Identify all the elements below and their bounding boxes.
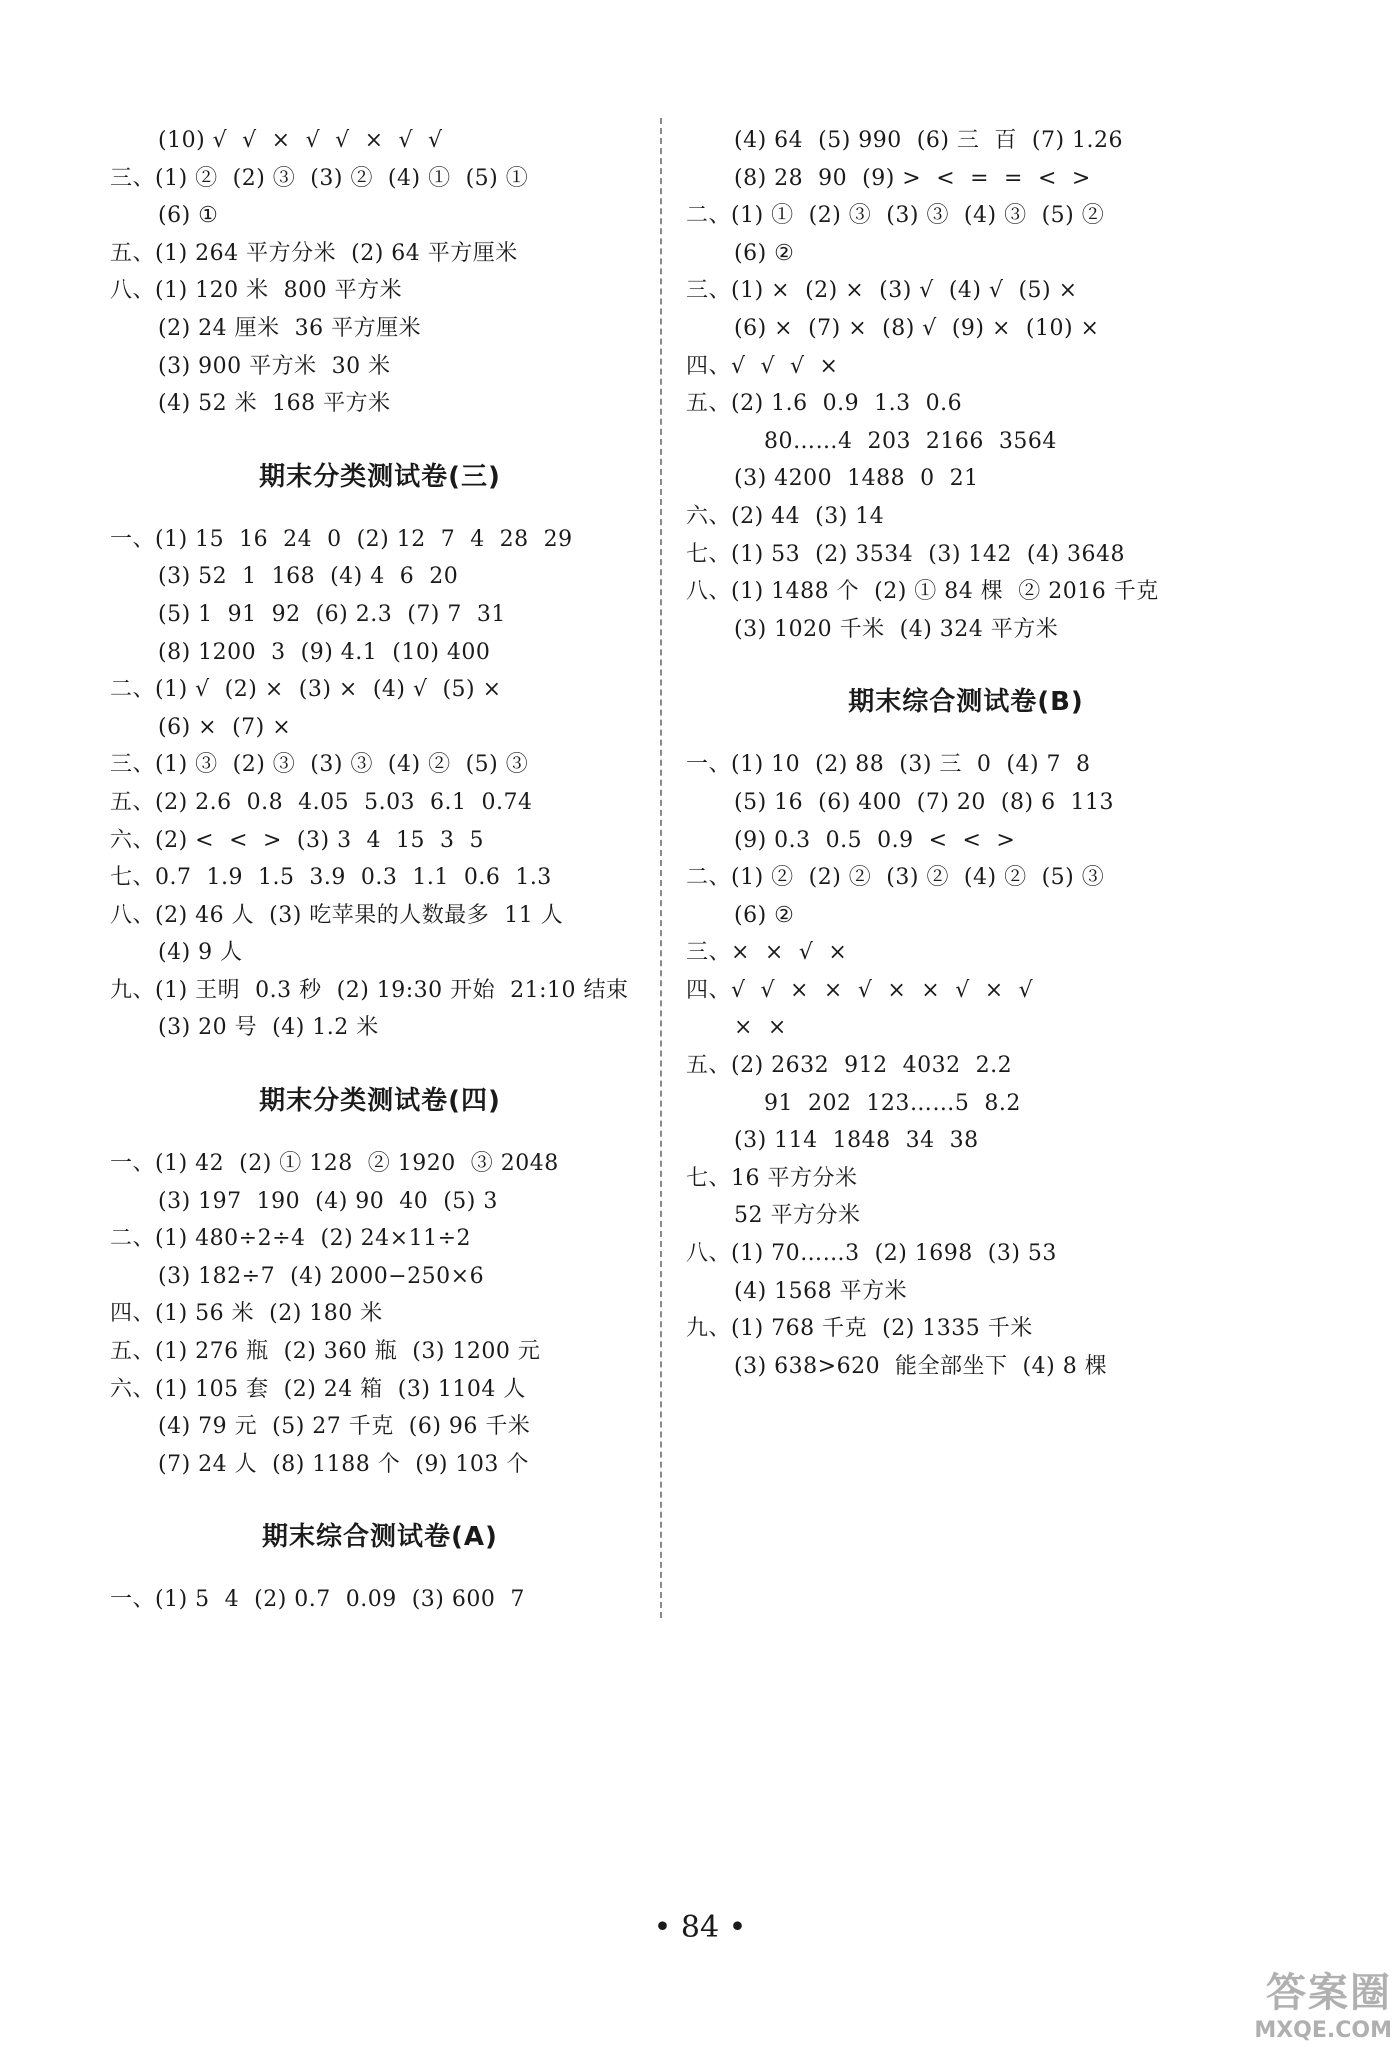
answer-line: 四、√ √ × × √ × × √ × √: [686, 977, 1034, 1003]
answer-line: (5) 1 91 92 (6) 2.3 (7) 7 31: [158, 601, 506, 627]
answer-line: (4) 52 米 168 平方米: [158, 391, 391, 417]
answer-line: 二、(1) √ (2) × (3) × (4) √ (5) ×: [110, 677, 502, 703]
answer-block: [110, 1581, 650, 1619]
answer-line: 四、√ √ √ ×: [686, 353, 839, 379]
answer-line: 九、(1) 768 千克 (2) 1335 千米: [686, 1316, 1033, 1342]
answer-line: (8) 1200 3 (9) 4.1 (10) 400: [158, 639, 491, 665]
answer-line: 八、(1) 1488 个 (2) ① 84 棵 ② 2016 千克: [686, 579, 1159, 605]
watermark: [1254, 1961, 1392, 2043]
answer-line: 八、(2) 46 人 (3) 吃苹果的人数最多 11 人: [110, 902, 564, 928]
answer-line: 三、(1) × (2) × (3) √ (4) √ (5) ×: [686, 278, 1078, 304]
answer-line: (3) 638>620 能全部坐下 (4) 8 棵: [734, 1353, 1108, 1379]
answer-line: (4) 64 (5) 990 (6) 三 百 (7) 1.26: [734, 128, 1124, 153]
answer-line: 五、(2) 2.6 0.8 4.05 5.03 6.1 0.74: [110, 789, 533, 815]
answer-line: (3) 900 平方米 30 米: [158, 353, 391, 379]
answer-line: 六、(2) 44 (3) 14: [686, 503, 885, 529]
answer-line: (4) 1568 平方米: [734, 1278, 908, 1304]
section-heading: 期末分类测试卷(四): [259, 1086, 501, 1117]
answer-line: 52 平方分米: [734, 1203, 861, 1229]
answer-line: (3) 197 190 (4) 90 40 (5) 3: [158, 1188, 498, 1214]
answer-line: (6) ②: [734, 240, 795, 266]
answer-line: (6) × (7) ×: [158, 714, 292, 740]
answer-line: 五、(1) 276 瓶 (2) 360 瓶 (3) 1200 元: [110, 1339, 541, 1365]
answer-line: 二、(1) ② (2) ② (3) ② (4) ② (5) ③: [686, 865, 1105, 891]
watermark-url: MXQE.COM: [1254, 2018, 1392, 2043]
answer-line: (4) 79 元 (5) 27 千克 (6) 96 千米: [158, 1414, 531, 1440]
watermark-logo: 答案圈: [1266, 1970, 1392, 2016]
page-number: • 84 •: [653, 1910, 747, 1945]
answer-line: (2) 24 厘米 36 平方厘米: [158, 315, 422, 341]
answer-line: 一、(1) 5 4 (2) 0.7 0.09 (3) 600 7: [110, 1587, 525, 1613]
answer-line: (3) 20 号 (4) 1.2 米: [158, 1015, 379, 1041]
answer-line: × ×: [734, 1015, 787, 1041]
section-heading: 期末综合测试卷(A): [262, 1522, 498, 1553]
answer-line: (3) 114 1848 34 38: [734, 1128, 979, 1154]
answer-line: 91 202 123……5 8.2: [734, 1090, 1021, 1116]
answer-line: (9) 0.3 0.5 0.9 < < >: [734, 827, 1016, 853]
answer-line: 80……4 203 2166 3564: [734, 428, 1057, 454]
answer-line: 八、(1) 70……3 (2) 1698 (3) 53: [686, 1241, 1057, 1267]
left-column: [110, 122, 650, 1619]
answer-block: [110, 521, 650, 1047]
answer-line: (3) 4200 1488 0 21: [734, 466, 979, 492]
section-heading: 期末分类测试卷(三): [259, 461, 501, 492]
answer-line: 六、(1) 105 套 (2) 24 箱 (3) 1104 人: [110, 1376, 526, 1402]
answer-line: 一、(1) 42 (2) ① 128 ② 1920 ③ 2048: [110, 1151, 559, 1177]
answer-line: 五、(2) 2632 912 4032 2.2: [686, 1053, 1013, 1079]
answer-line: (8) 28 90 (9) > < = = < >: [734, 165, 1091, 191]
answer-line: 三、(1) ③ (2) ③ (3) ③ (4) ② (5) ③: [110, 752, 529, 778]
answer-line: 三、(1) ② (2) ③ (3) ② (4) ① (5) ①: [110, 165, 529, 191]
answer-line: (4) 9 人: [158, 940, 243, 966]
answer-line: 三、× × √ ×: [686, 940, 848, 966]
answer-line: 七、0.7 1.9 1.5 3.9 0.3 1.1 0.6 1.3: [110, 865, 552, 891]
answer-line: 五、(2) 1.6 0.9 1.3 0.6: [686, 391, 963, 417]
answer-line: 七、16 平方分米: [686, 1165, 858, 1191]
answer-line: (3) 52 1 168 (4) 4 6 20: [158, 564, 459, 590]
answer-line: (6) × (7) × (8) √ (9) × (10) ×: [734, 315, 1100, 341]
answer-line: 四、(1) 56 米 (2) 180 米: [110, 1301, 383, 1327]
answer-line: 八、(1) 120 米 800 平方米: [110, 278, 403, 304]
answer-block: [110, 122, 650, 423]
answer-line: 五、(1) 264 平方分米 (2) 64 平方厘米: [110, 240, 518, 266]
answer-line: (5) 16 (6) 400 (7) 20 (8) 6 113: [734, 789, 1115, 815]
answer-line: 九、(1) 王明 0.3 秒 (2) 19:30 开始 21:10 结束: [110, 977, 629, 1003]
answer-line: 二、(1) 480÷2÷4 (2) 24×11÷2: [110, 1226, 472, 1252]
answer-line: (7) 24 人 (8) 1188 个 (9) 103 个: [158, 1451, 529, 1477]
answer-line: 一、(1) 10 (2) 88 (3) 三 0 (4) 7 8: [686, 752, 1091, 778]
answer-block: [686, 746, 1246, 1385]
answer-line: (6) ②: [734, 902, 795, 928]
answer-line: (3) 1020 千米 (4) 324 平方米: [734, 616, 1059, 642]
answer-line: 七、(1) 53 (2) 3534 (3) 142 (4) 3648: [686, 541, 1126, 567]
answer-block: [686, 122, 1246, 648]
column-divider: [660, 118, 662, 1618]
answer-line: 六、(2) < < > (3) 3 4 15 3 5: [110, 827, 485, 853]
right-column: [686, 122, 1246, 1385]
answer-block: [110, 1145, 650, 1483]
answer-line: 一、(1) 15 16 24 0 (2) 12 7 4 28 29: [110, 526, 573, 552]
answer-line: 二、(1) ① (2) ③ (3) ③ (4) ③ (5) ②: [686, 203, 1105, 229]
answer-line: (6) ①: [158, 203, 219, 229]
section-heading: 期末综合测试卷(B): [848, 687, 1084, 718]
answer-line: (3) 182÷7 (4) 2000−250×6: [158, 1263, 485, 1289]
answer-line: (10) √ √ × √ √ × √ √: [158, 128, 443, 153]
